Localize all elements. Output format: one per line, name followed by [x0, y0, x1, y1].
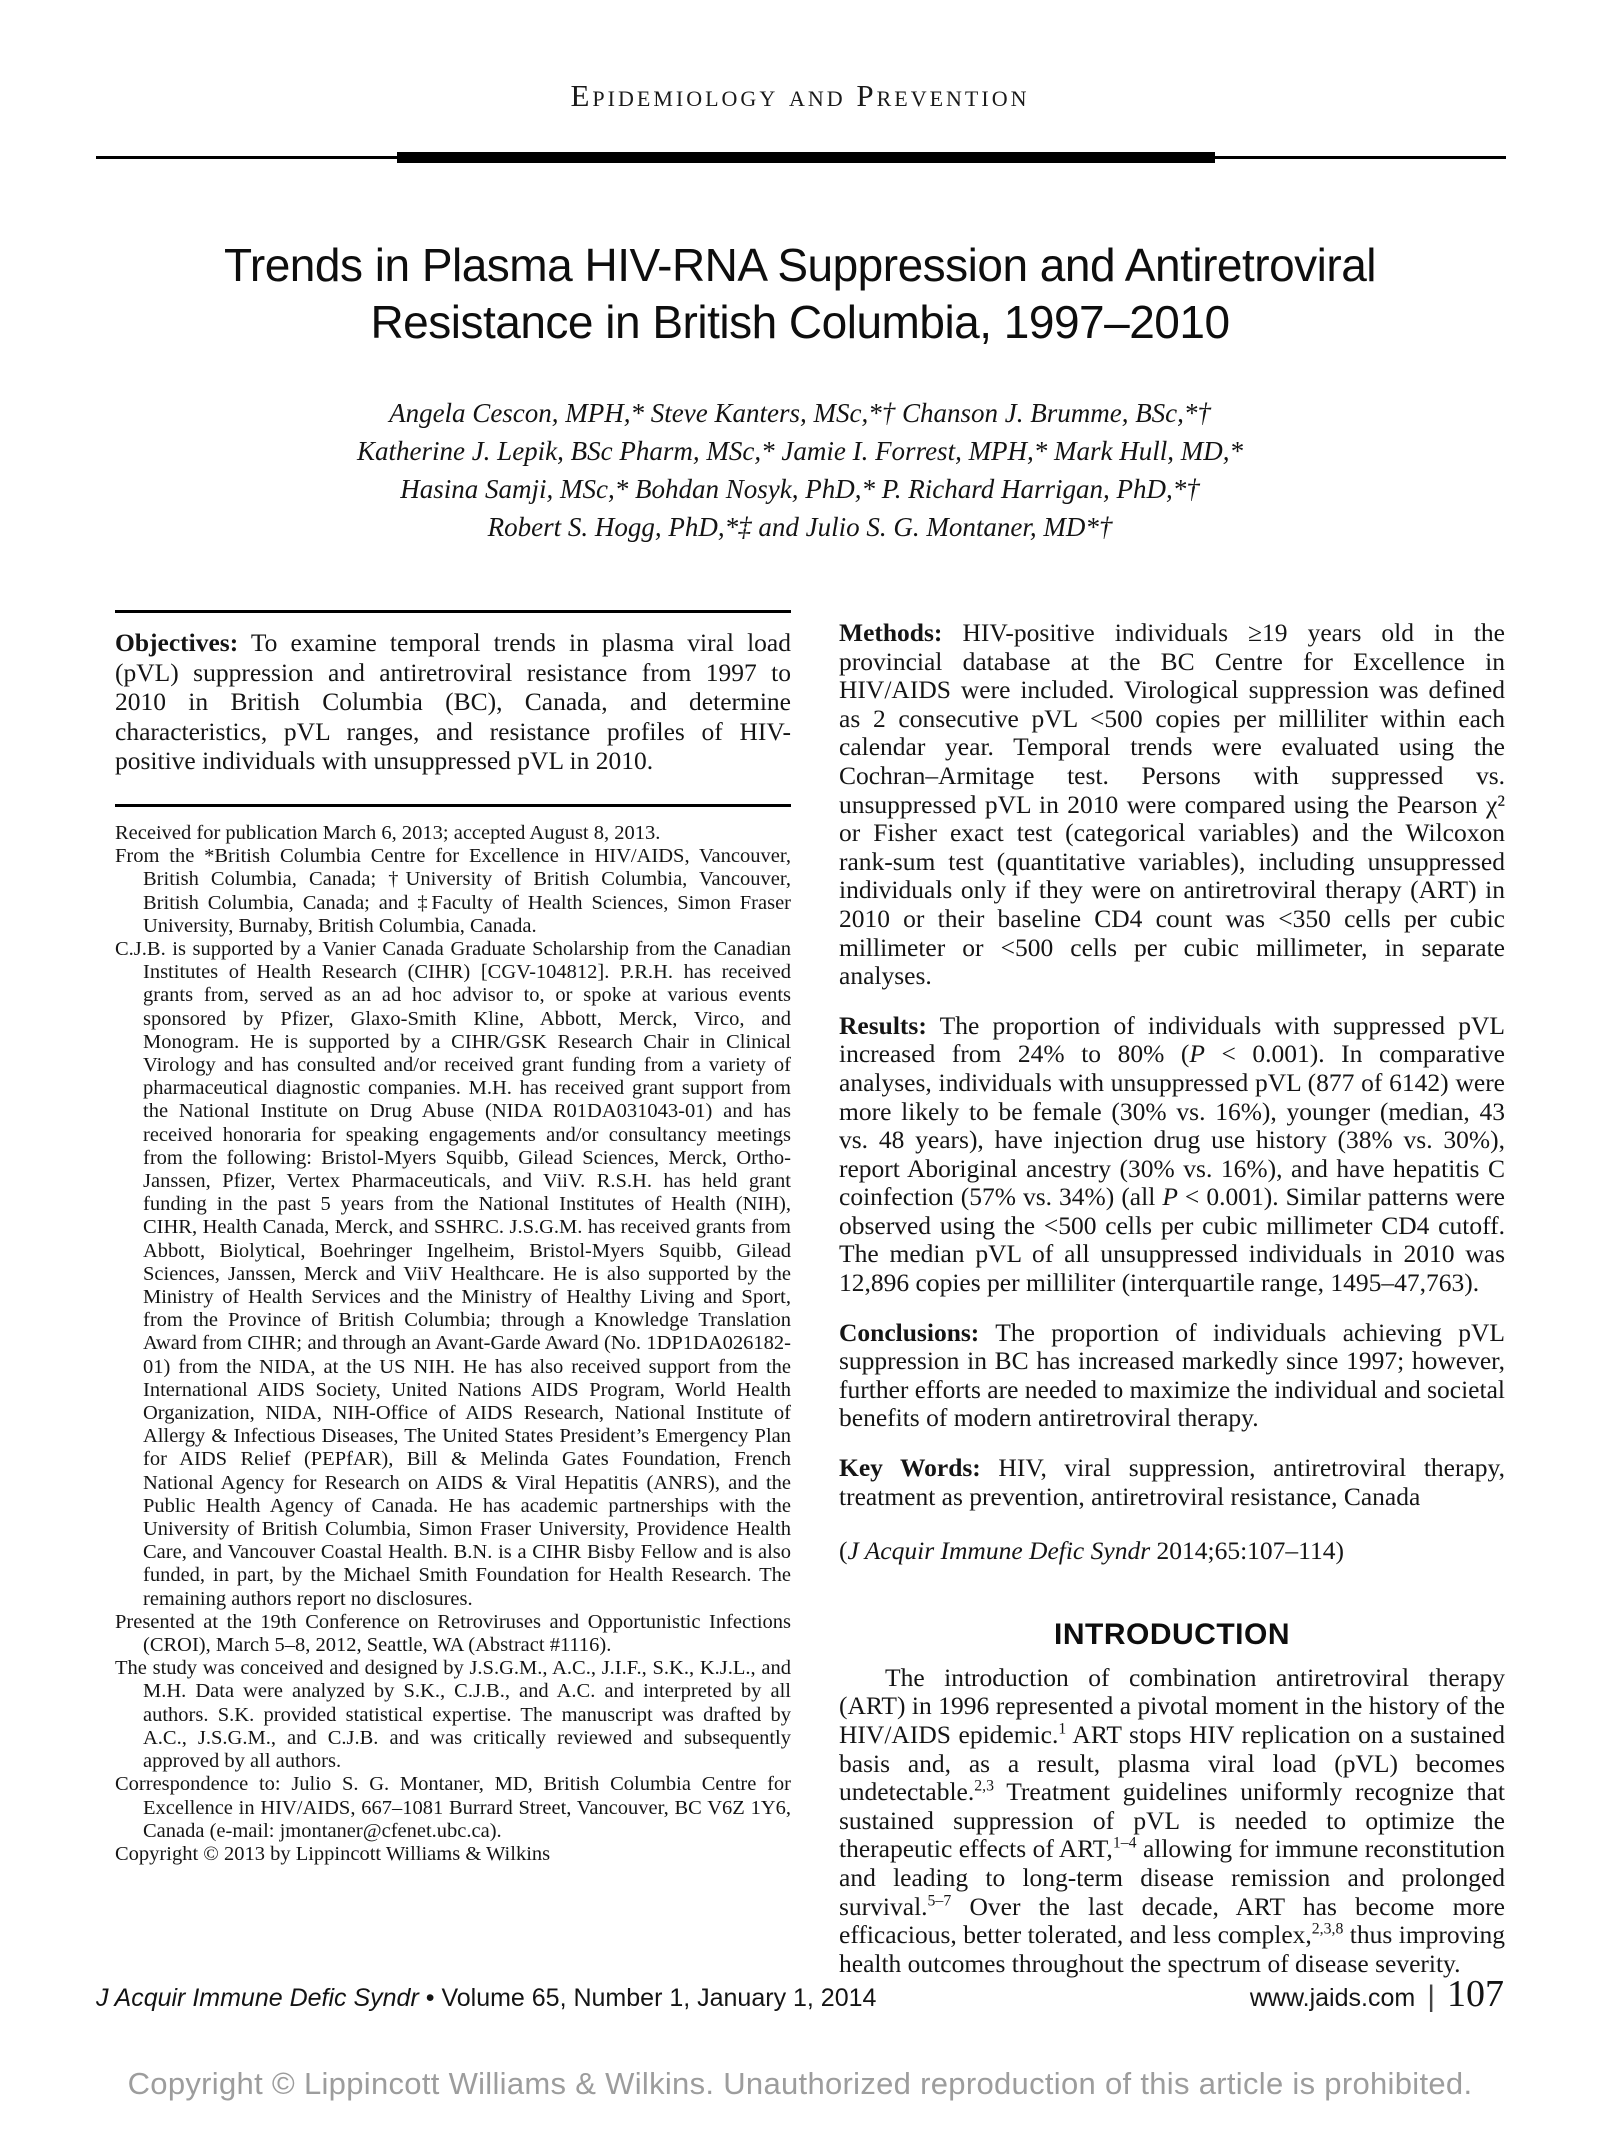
reference-superscript: 1 [1058, 1720, 1067, 1738]
reference-superscript: 1–4 [1112, 1834, 1137, 1852]
abstract-divider-bottom [115, 804, 791, 807]
reference-superscript: 2,3,8 [1311, 1920, 1344, 1938]
footnote-received: Received for publication March 6, 2013; accepted August 8, 2013. [115, 821, 661, 844]
footnote-correspondence: Correspondence to: Julio S. G. Montaner, MD, British Columbia Centre for Excellence in HIV/AIDS, 667–1081 Burrard Street, Vancouver, BC V6Z 1Y6, Canada (e-mail: jmontaner@cfenet.ubc.ca). [115, 1773, 791, 1842]
abstract-keywords [839, 1454, 1505, 1511]
abstract-methods [839, 619, 1505, 991]
intro-text: The introduction of combination antiretroviral therapy (ART) in 1996 represented a pivotal moment in the history of the HIV/AIDS epidemic. [839, 1662, 1505, 1749]
article-title-line2: Resistance in British Columbia, 1997–2010 [370, 296, 1230, 348]
copyright-banner: Copyright © Lippincott Williams & Wilkins. Unauthorized reproduction of this article is prohibited. [127, 2066, 1473, 2101]
abstract-objectives [115, 628, 791, 776]
footnotes-block [115, 822, 791, 1866]
methods-label: Methods: [839, 618, 943, 647]
left-column [115, 610, 791, 1978]
intro-text: Treatment guidelines uniformly recognize that sustained suppression of pVL is needed to optimize the therapeutic effects of ART, [839, 1777, 1505, 1864]
results-label: Results: [839, 1010, 927, 1040]
citation-text: 2014;65:107–114) [1150, 1536, 1344, 1566]
footer-journal-name: J Acquir Immune Defic Syndr [96, 1984, 419, 2012]
footer-url: www.jaids.com [1249, 1984, 1416, 2012]
article-title-line1: Trends in Plasma HIV-RNA Suppression and Antiretroviral [224, 239, 1376, 291]
header-rule-thick [397, 152, 1215, 163]
keywords-label: Key Words: [839, 1453, 981, 1483]
article-title [0, 237, 1600, 351]
citation-text: ( [839, 1536, 848, 1566]
intro-text: allowing for immune reconstitution and leading to long-term disease remission and prolonged survival. [839, 1834, 1505, 1921]
introduction-paragraph [839, 1664, 1505, 1979]
conclusions-label: Conclusions: [839, 1317, 980, 1347]
reference-superscript: 2,3 [974, 1777, 994, 1795]
introduction-heading: INTRODUCTION [1054, 1617, 1290, 1651]
author-line: Robert S. Hogg, PhD,*‡ and Julio S. G. Montaner, MD*† [487, 512, 1113, 542]
footnote-affiliations: From the *British Columbia Centre for Excellence in HIV/AIDS, Vancouver, British Columbia, Canada; †University of British Columbia, Vancouver, British Columbia, Canada; and ‡Faculty of Health Sciences, Simon Fraser University, Burnaby, British Columbia, Canada. [115, 845, 791, 937]
results-text: < 0.001). Similar patterns were observed using the <500 cells per cubic millimeter CD4 cutoff. The median pVL of all unsuppressed individuals in 2010 was 12,896 copies per milliliter (interquartile range, 1495–47,763). [839, 1182, 1505, 1298]
right-column [839, 610, 1505, 1978]
footnote-disclosures: C.J.B. is supported by a Vanier Canada Graduate Scholarship from the Canadian Institutes of Health Research (CIHR) [CGV-104812]. P.R.H. has received grants from, served as an ad hoc advisor to, or spoke at various events sponsored by Pfizer, Glaxo-Smith Kline, Abbott, Merck, Virco, and Monogram. He is supported by a CIHR/GSK Research Chair in Clinical Virology and has consulted and/or received grant funding from a variety of pharmaceutical diagnostic companies. M.H. has received grant support from the National Institute on Drug Abuse (NIDA R01DA031043-01) and has received honoraria for speaking engagements and/or consultancy meetings from the following: Bristol-Myers Squibb, Gilead Sciences, Merck, Ortho-Janssen, Pfizer, Vertex Pharmaceuticals, and ViiV. R.S.H. has held grant funding in the past 5 years from the National Institutes of Health (NIH), CIHR, Health Canada, Merck, and SSHRC. J.S.G.M. has received grants from Abbott, Biolytical, Boehringer Ingelheim, Bristol-Myers Squibb, Gilead Sciences, Janssen, Merck and ViiV Healthcare. He is also supported by the Ministry of Health Services and the Ministry of Healthy Living and Sport, from the Province of British Columbia; through a Knowledge Translation Award from CIHR; and through an Avant-Garde Award (No. 1DP1DA026182-01) from the NIDA, at the US NIH. He has also received support from the International AIDS Society, United Nations AIDS Program, World Health Organization, NIDA, NIH-Office of AIDS Research, National Institute of Allergy & Infectious Diseases, The United States President’s Emergency Plan for AIDS Relief (PEPfAR), Bill & Melinda Gates Foundation, French National Agency for Research on AIDS & Viral Hepatitis (ANRS), and the Public Health Agency of Canada. He has academic partnerships with the University of British Columbia, Simon Fraser University, Providence Health Care, and Vancouver Coastal Health. B.N. is a CIHR Bisby Fellow and is also funded, in part, by the Michael Smith Foundation for Health Research. The remaining authors report no disclosures. [115, 937, 791, 1610]
keywords-text: HIV, viral suppression, antiretroviral therapy, treatment as prevention, antiretroviral resistance, Canada [839, 1453, 1506, 1511]
footnote-contributions: The study was conceived and designed by J.S.G.M., A.C., J.I.F., S.K., K.J.L., and M.H. Data were analyzed by S.K., C.J.B., and A.C. and interpreted by all authors. S.K. provided statistical expertise. The manuscript was drafted by A.C., J.S.G.M., and C.J.B. and was critically reviewed and subsequently approved by all authors. [115, 1657, 791, 1773]
author-line: Hasina Samji, MSc,* Bohdan Nosyk, PhD,* P. Richard Harrigan, PhD,*† [400, 474, 1200, 504]
intro-text: thus improving health outcomes throughout the spectrum of disease severity. [839, 1920, 1505, 1978]
intro-text: ART stops HIV replication on a sustained basis and, as a result, plasma viral load (pVL) becomes undetectable. [839, 1720, 1506, 1807]
citation-journal-name: J Acquir Immune Defic Syndr [847, 1536, 1151, 1566]
conclusions-text: The proportion of individuals achieving pVL suppression in BC has increased markedly since 1997; however, further efforts are needed to maximize the individual and societal benefits of modern antiretroviral therapy. [839, 1317, 1505, 1433]
journal-citation [839, 1537, 1505, 1566]
methods-text: HIV-positive individuals ≥19 years old in the provincial database at the BC Centre for Excellence in HIV/AIDS were included. Virological suppression was defined as 2 consecutive pVL <500 copies per milliliter within each calendar year. Temporal trends were evaluated using the Cochran–Armitage test. Persons with suppressed vs. unsuppressed pVL in 2010 were compared using the Pearson χ² or Fisher exact test (categorical variables) and the Wilcoxon rank-sum test (quantitative variables), including unsuppressed individuals only if they were on antiretroviral therapy (ART) in 2010 or their baseline CD4 count was <350 cells per cubic millimeter or <500 cells per cubic millimeter, in separate analyses. [839, 618, 1506, 991]
author-line: Angela Cescon, MPH,* Steve Kanters, MSc,*† Chanson J. Brumme, BSc,*† [389, 398, 1211, 428]
objectives-text: To examine temporal trends in plasma viral load (pVL) suppression and antiretroviral resistance from 1997 to 2010 in British Columbia (BC), Canada, and determine characteristics, pVL ranges, and resistance profiles of HIV-positive individuals with unsuppressed pVL in 2010. [115, 628, 791, 776]
objectives-label: Objectives: [115, 628, 239, 657]
reference-superscript: 5–7 [927, 1892, 952, 1910]
footer-right [1250, 1972, 1504, 2016]
author-list [0, 394, 1600, 546]
results-text: < 0.001). In comparative analyses, individuals with unsuppressed pVL (877 of 6142) were more likely to be female (30% vs. 16%), younger (median, 43 vs. 48 years), have injection drug use history (38% vs. 30%), report Aboriginal ancestry (30% vs. 16%), and have hepatitis C coinfection (57% vs. 34%) (all [839, 1039, 1505, 1212]
two-column-body [115, 610, 1505, 1978]
footer-issue-info: • Volume 65, Number 1, January 1, 2014 [418, 1984, 877, 2012]
author-line: Katherine J. Lepik, BSc Pharm, MSc,* Jamie I. Forrest, MPH,* Mark Hull, MD,* [356, 436, 1244, 466]
running-head: Epidemiology and Prevention [570, 78, 1030, 113]
footnote-presented: Presented at the 19th Conference on Retroviruses and Opportunistic Infections (CROI), March 5–8, 2012, Seattle, WA (Abstract #1116). [115, 1610, 791, 1657]
footnote-copyright: Copyright © 2013 by Lippincott Williams & Wilkins [115, 1842, 551, 1865]
abstract-results [839, 1012, 1505, 1298]
results-italic-p: P [1162, 1182, 1178, 1212]
footer-page-number: 107 [1447, 1973, 1504, 2015]
intro-text: Over the last decade, ART has become more efficacious, better tolerated, and less complex, [839, 1891, 1505, 1950]
results-italic-p: P [1189, 1039, 1205, 1069]
page-footer [96, 1972, 1504, 2016]
results-text: The proportion of individuals with suppressed pVL increased from 24% to 80% ( [839, 1010, 1505, 1069]
footer-separator: | [1427, 1980, 1435, 2013]
abstract-conclusions [839, 1319, 1505, 1433]
footer-journal-info [96, 1984, 876, 2013]
abstract-divider-top [115, 610, 791, 613]
